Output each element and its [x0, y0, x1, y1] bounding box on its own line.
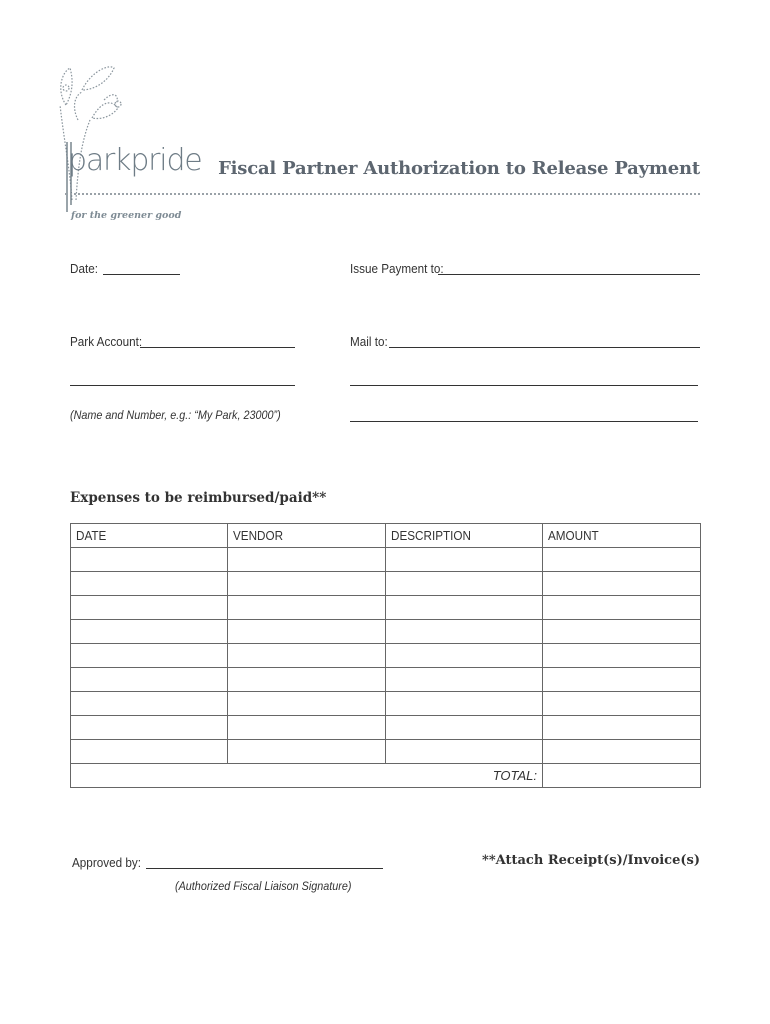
column-header-amount: AMOUNT	[543, 524, 701, 548]
date-cell[interactable]	[71, 620, 228, 644]
table-row	[71, 716, 701, 740]
amount-cell[interactable]	[543, 716, 701, 740]
amount-cell[interactable]	[543, 668, 701, 692]
table-row	[71, 620, 701, 644]
table-row	[71, 548, 701, 572]
issue-payment-field[interactable]	[438, 274, 700, 275]
attach-receipts-note: **Attach Receipt(s)/Invoice(s)	[482, 853, 700, 868]
brand-name: parkpride	[68, 143, 202, 178]
table-header-row	[71, 524, 701, 548]
amount-cell[interactable]	[543, 740, 701, 764]
column-header-description: DESCRIPTION	[386, 524, 543, 548]
total-amount-cell[interactable]	[543, 764, 701, 788]
vendor-cell[interactable]	[228, 716, 386, 740]
expenses-heading: Expenses to be reimbursed/paid**	[70, 490, 327, 506]
mail-to-field-line-2[interactable]	[350, 385, 698, 386]
amount-cell[interactable]	[543, 596, 701, 620]
description-cell[interactable]	[386, 692, 543, 716]
mail-to-field-line-3[interactable]	[350, 421, 698, 422]
vendor-cell[interactable]	[228, 644, 386, 668]
column-header-date: DATE	[71, 524, 228, 548]
brand-tagline: for the greener good	[71, 210, 182, 221]
date-cell[interactable]	[71, 548, 228, 572]
amount-cell[interactable]	[543, 644, 701, 668]
signature-hint: (Authorized Fiscal Liaison Signature)	[175, 879, 352, 893]
date-cell[interactable]	[71, 572, 228, 596]
description-cell[interactable]	[386, 620, 543, 644]
form-title: Fiscal Partner Authorization to Release Payment	[218, 158, 700, 179]
mail-to-field[interactable]	[389, 347, 700, 348]
park-account-field-line-2[interactable]	[70, 385, 295, 386]
table-row	[71, 596, 701, 620]
signature-field[interactable]	[146, 868, 383, 869]
vendor-cell[interactable]	[228, 620, 386, 644]
description-cell[interactable]	[386, 572, 543, 596]
title-divider	[65, 193, 700, 195]
date-field[interactable]	[103, 274, 180, 275]
table-row	[71, 740, 701, 764]
amount-cell[interactable]	[543, 572, 701, 596]
description-cell[interactable]	[386, 668, 543, 692]
description-cell[interactable]	[386, 548, 543, 572]
amount-cell[interactable]	[543, 620, 701, 644]
date-cell[interactable]	[71, 668, 228, 692]
vendor-cell[interactable]	[228, 668, 386, 692]
table-row	[71, 668, 701, 692]
park-account-label: Park Account:	[70, 334, 143, 349]
park-account-hint: (Name and Number, e.g.: “My Park, 23000”)	[70, 408, 281, 422]
date-label: Date:	[70, 261, 98, 276]
mail-to-label: Mail to:	[350, 334, 388, 349]
total-row	[71, 764, 701, 788]
column-header-vendor: VENDOR	[228, 524, 386, 548]
vendor-cell[interactable]	[228, 572, 386, 596]
vendor-cell[interactable]	[228, 548, 386, 572]
table-row	[71, 644, 701, 668]
date-cell[interactable]	[71, 716, 228, 740]
date-cell[interactable]	[71, 596, 228, 620]
date-cell[interactable]	[71, 740, 228, 764]
description-cell[interactable]	[386, 644, 543, 668]
vendor-cell[interactable]	[228, 596, 386, 620]
vendor-cell[interactable]	[228, 740, 386, 764]
total-label: TOTAL:	[71, 764, 543, 788]
expense-table	[70, 523, 701, 788]
approved-by-label: Approved by:	[72, 855, 141, 870]
table-row	[71, 692, 701, 716]
description-cell[interactable]	[386, 596, 543, 620]
description-cell[interactable]	[386, 740, 543, 764]
date-cell[interactable]	[71, 692, 228, 716]
table-row	[71, 572, 701, 596]
vendor-cell[interactable]	[228, 692, 386, 716]
amount-cell[interactable]	[543, 548, 701, 572]
date-cell[interactable]	[71, 644, 228, 668]
park-account-field[interactable]	[140, 347, 295, 348]
description-cell[interactable]	[386, 716, 543, 740]
issue-payment-label: Issue Payment to:	[350, 261, 444, 276]
amount-cell[interactable]	[543, 692, 701, 716]
